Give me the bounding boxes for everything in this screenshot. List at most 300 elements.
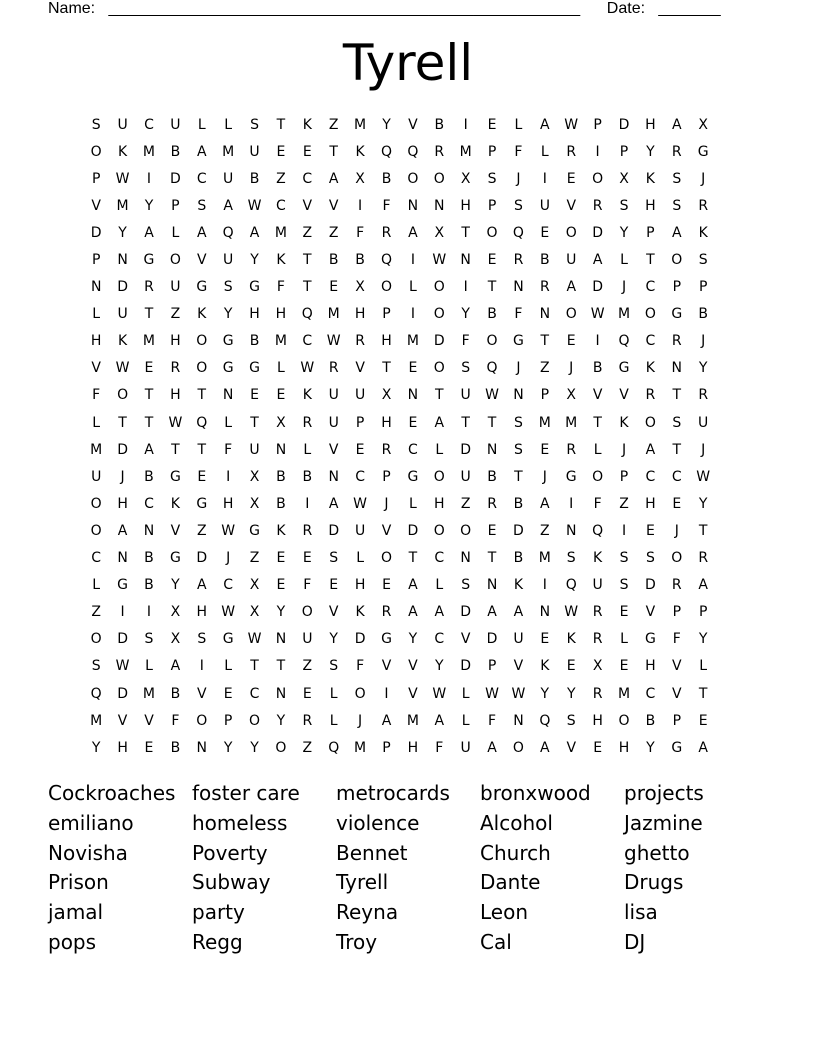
grid-letter[interactable]: O [565,306,577,323]
grid-letter[interactable]: B [540,252,550,269]
grid-letter[interactable]: R [144,279,154,296]
grid-letter[interactable]: M [90,712,103,729]
grid-letter[interactable]: F [171,712,180,729]
grid-letter[interactable]: K [117,333,128,350]
grid-letter[interactable]: U [328,414,339,431]
grid-letter[interactable]: S [619,550,629,567]
grid-letter[interactable]: L [145,658,153,675]
grid-letter[interactable]: M [90,441,103,458]
grid-letter[interactable]: I [305,495,310,512]
grid-letter[interactable]: D [513,522,524,539]
grid-letter[interactable]: E [144,360,154,377]
grid-letter[interactable]: D [460,604,472,621]
grid-letter[interactable]: R [671,333,682,350]
grid-letter[interactable]: F [276,279,285,296]
grid-letter[interactable]: T [540,333,550,350]
grid-letter[interactable]: L [224,116,233,133]
grid-letter[interactable]: O [433,170,445,187]
grid-letter[interactable]: G [249,279,260,296]
grid-letter[interactable]: S [91,658,101,675]
grid-letter[interactable]: L [303,441,312,458]
grid-letter[interactable]: T [276,116,286,133]
grid-letter[interactable]: W [115,360,130,377]
grid-letter[interactable]: I [542,577,547,594]
grid-letter[interactable]: T [487,414,497,431]
grid-letter[interactable]: N [275,631,287,648]
grid-letter[interactable]: V [355,360,365,377]
grid-letter[interactable]: H [170,387,181,404]
grid-letter[interactable]: R [381,604,392,621]
grid-letter[interactable]: V [672,658,682,675]
grid-letter[interactable]: S [461,360,471,377]
grid-letter[interactable]: L [329,685,338,702]
grid-letter[interactable]: W [485,387,499,404]
grid-letter[interactable]: I [595,143,600,160]
grid-letter[interactable]: E [619,658,629,675]
grid-letter[interactable]: S [514,414,523,431]
grid-letter[interactable]: S [223,279,233,296]
grid-letter[interactable]: H [354,577,366,594]
grid-letter[interactable]: C [302,170,313,187]
grid-letter[interactable]: E [593,739,603,756]
grid-letter[interactable]: Q [618,333,630,350]
grid-letter[interactable]: A [381,712,392,729]
grid-letter[interactable]: J [621,441,627,458]
grid-letter[interactable]: B [487,468,497,485]
grid-letter[interactable]: R [170,360,181,377]
grid-letter[interactable]: B [513,495,524,512]
grid-letter[interactable]: N [90,279,102,296]
grid-letter[interactable]: L [620,631,628,648]
grid-letter[interactable]: M [116,197,129,214]
grid-letter[interactable]: J [569,360,574,377]
grid-letter[interactable]: E [566,170,576,187]
grid-letter[interactable]: G [644,631,656,648]
grid-letter[interactable]: V [408,685,418,702]
grid-letter[interactable]: I [463,116,468,133]
grid-letter[interactable]: K [170,495,180,512]
grid-letter[interactable]: F [224,441,233,458]
grid-letter[interactable]: F [356,224,365,241]
grid-letter[interactable]: O [460,522,472,539]
grid-letter[interactable]: M [459,143,472,160]
grid-letter[interactable]: Y [698,631,708,648]
grid-letter[interactable]: W [432,685,447,702]
grid-letter[interactable]: V [566,739,577,756]
grid-letter[interactable]: T [276,658,286,675]
grid-letter[interactable]: R [381,224,392,241]
grid-letter[interactable]: P [646,224,655,241]
grid-letter[interactable]: N [222,387,234,404]
grid-letter[interactable]: U [249,441,260,458]
grid-letter[interactable]: R [487,495,497,512]
grid-letter[interactable]: C [144,116,154,133]
grid-letter[interactable]: Y [250,252,259,269]
grid-letter[interactable]: A [144,224,154,241]
grid-letter[interactable]: X [566,387,577,404]
grid-letter[interactable]: B [170,143,181,160]
grid-letter[interactable]: T [672,387,682,404]
grid-letter[interactable]: V [566,197,577,214]
grid-letter[interactable]: S [197,631,207,648]
grid-letter[interactable]: V [91,197,101,214]
grid-letter[interactable]: M [565,414,578,431]
grid-letter[interactable]: F [461,333,470,350]
grid-letter[interactable]: W [696,468,711,485]
grid-letter[interactable]: W [247,631,262,648]
grid-letter[interactable]: T [144,306,154,323]
grid-letter[interactable]: O [117,387,129,404]
grid-letter[interactable]: J [701,441,706,458]
grid-letter[interactable]: E [566,658,576,675]
grid-letter[interactable]: T [197,441,207,458]
grid-letter[interactable]: M [274,333,287,350]
grid-letter[interactable]: T [461,414,470,431]
grid-letter[interactable]: O [275,739,287,756]
grid-letter[interactable]: J [516,170,521,187]
grid-letter[interactable]: X [355,279,365,296]
grid-letter[interactable]: O [407,170,419,187]
grid-letter[interactable]: E [487,252,497,269]
grid-letter[interactable]: I [146,170,152,187]
grid-letter[interactable]: Y [408,631,418,648]
grid-letter[interactable]: W [168,414,183,431]
grid-letter[interactable]: S [329,550,339,567]
grid-letter[interactable]: Q [512,224,524,241]
grid-letter[interactable]: K [355,143,365,160]
grid-letter[interactable]: O [644,414,656,431]
grid-letter[interactable]: M [354,739,367,756]
grid-letter[interactable]: R [592,685,603,702]
grid-letter[interactable]: A [196,143,207,160]
grid-letter[interactable]: T [329,143,338,160]
grid-letter[interactable]: E [487,522,497,539]
grid-letter[interactable]: N [275,685,287,702]
grid-letter[interactable]: L [408,279,417,296]
grid-letter[interactable]: N [513,712,524,729]
grid-letter[interactable]: R [328,360,339,377]
grid-letter[interactable]: Y [698,360,708,377]
grid-letter[interactable]: L [171,224,180,241]
grid-letter[interactable]: C [645,468,656,485]
grid-letter[interactable]: B [302,468,313,485]
grid-letter[interactable]: Y [223,306,233,323]
grid-letter[interactable]: R [434,143,445,160]
grid-letter[interactable]: G [222,631,234,648]
grid-letter[interactable]: P [382,306,391,323]
grid-letter[interactable]: Q [539,712,551,729]
grid-letter[interactable]: J [120,468,125,485]
grid-letter[interactable]: N [117,252,128,269]
grid-letter[interactable]: C [144,495,154,512]
grid-letter[interactable]: H [354,306,366,323]
grid-letter[interactable]: Q [328,739,340,756]
grid-letter[interactable]: M [354,116,367,133]
grid-letter[interactable]: T [698,522,708,539]
grid-letter[interactable]: K [302,116,312,133]
grid-letter[interactable]: N [328,468,339,485]
grid-letter[interactable]: H [645,116,656,133]
grid-letter[interactable]: L [461,685,470,702]
grid-letter[interactable]: T [434,387,444,404]
grid-letter[interactable]: B [144,468,154,485]
grid-letter[interactable]: O [433,360,445,377]
grid-letter[interactable]: M [538,414,551,431]
grid-letter[interactable]: N [143,522,155,539]
grid-letter[interactable]: U [354,387,366,404]
grid-letter[interactable]: I [410,306,415,323]
grid-letter[interactable]: E [223,685,233,702]
grid-letter[interactable]: A [513,604,524,621]
grid-letter[interactable]: F [435,739,444,756]
grid-letter[interactable]: N [460,252,471,269]
grid-letter[interactable]: Y [276,604,286,621]
grid-letter[interactable]: O [196,360,208,377]
grid-letter[interactable]: O [433,306,445,323]
grid-letter[interactable]: A [672,116,682,133]
grid-letter[interactable]: D [354,631,366,648]
grid-letter[interactable]: K [698,224,708,241]
grid-letter[interactable]: J [701,170,706,187]
grid-letter[interactable]: G [513,333,524,350]
grid-letter[interactable]: M [538,550,551,567]
grid-letter[interactable]: L [92,306,101,323]
grid-letter[interactable]: Q [90,685,102,702]
grid-letter[interactable]: O [486,333,498,350]
grid-letter[interactable]: J [621,279,627,296]
grid-letter[interactable]: A [434,414,445,431]
grid-letter[interactable]: Y [382,116,391,133]
grid-letter[interactable]: B [170,685,181,702]
grid-letter[interactable]: V [196,685,207,702]
grid-letter[interactable]: N [117,550,128,567]
grid-letter[interactable]: Y [144,197,154,214]
grid-letter[interactable]: C [645,279,656,296]
grid-letter[interactable]: P [619,468,629,485]
grid-letter[interactable]: A [540,495,550,512]
grid-letter[interactable]: P [487,143,497,160]
grid-letter[interactable]: S [461,577,471,594]
grid-letter[interactable]: G [222,333,234,350]
grid-letter[interactable]: K [117,143,128,160]
grid-letter[interactable]: G [249,522,260,539]
grid-letter[interactable]: U [91,468,102,485]
grid-letter[interactable]: F [356,658,365,675]
grid-letter[interactable]: D [592,224,603,241]
grid-letter[interactable]: G [169,468,181,485]
grid-letter[interactable]: U [513,631,524,648]
grid-letter[interactable]: T [408,550,418,567]
grid-letter[interactable]: E [302,143,312,160]
grid-letter[interactable]: J [701,333,706,350]
grid-letter[interactable]: L [277,360,285,377]
grid-letter[interactable]: N [671,360,683,377]
grid-letter[interactable]: V [672,685,682,702]
grid-letter[interactable]: T [118,414,127,431]
grid-letter[interactable]: R [381,441,392,458]
grid-letter[interactable]: V [408,116,418,133]
grid-letter[interactable]: O [196,712,208,729]
grid-letter[interactable]: M [617,685,631,702]
grid-letter[interactable]: H [592,712,603,729]
grid-letter[interactable]: E [487,116,497,133]
grid-letter[interactable]: R [302,522,313,539]
grid-letter[interactable]: Q [380,143,392,160]
grid-letter[interactable]: K [540,658,550,675]
grid-letter[interactable]: T [593,414,602,431]
grid-letter[interactable]: A [328,170,339,187]
grid-letter[interactable]: T [197,387,207,404]
grid-letter[interactable]: D [328,522,340,539]
grid-letter[interactable]: O [380,550,392,567]
grid-letter[interactable]: A [698,739,708,756]
grid-letter[interactable]: E [329,279,339,296]
grid-letter[interactable]: G [196,495,208,512]
date-blank[interactable]: _______ [658,0,721,17]
grid-letter[interactable]: P [382,739,391,756]
grid-letter[interactable]: O [433,522,445,539]
grid-letter[interactable]: Z [619,495,629,512]
grid-letter[interactable]: M [142,685,156,702]
grid-letter[interactable]: A [540,739,550,756]
grid-letter[interactable]: H [618,739,630,756]
grid-letter[interactable]: O [196,333,208,350]
grid-letter[interactable]: W [221,604,236,621]
grid-letter[interactable]: S [672,197,682,214]
grid-letter[interactable]: B [513,550,524,567]
grid-letter[interactable]: Z [302,739,313,756]
grid-letter[interactable]: R [592,604,603,621]
grid-letter[interactable]: Y [171,577,180,594]
grid-letter[interactable]: O [90,522,102,539]
grid-letter[interactable]: A [144,441,154,458]
grid-letter[interactable]: M [274,224,287,241]
grid-letter[interactable]: I [542,170,547,187]
grid-letter[interactable]: Z [91,604,101,621]
grid-letter[interactable]: C [645,333,656,350]
grid-letter[interactable]: V [381,522,392,539]
grid-letter[interactable]: B [170,739,181,756]
grid-letter[interactable]: A [196,577,207,594]
grid-letter[interactable]: B [434,116,445,133]
grid-letter[interactable]: Y [646,739,655,756]
grid-letter[interactable]: I [621,522,627,539]
grid-letter[interactable]: S [91,116,101,133]
grid-letter[interactable]: P [540,387,550,404]
grid-letter[interactable]: U [170,116,181,133]
grid-letter[interactable]: X [434,224,445,241]
grid-letter[interactable]: B [487,306,497,323]
grid-letter[interactable]: M [222,143,235,160]
grid-letter[interactable]: C [223,577,234,594]
grid-letter[interactable]: W [115,658,130,675]
grid-letter[interactable]: D [486,631,498,648]
grid-letter[interactable]: P [91,252,101,269]
grid-letter[interactable]: E [540,631,550,648]
grid-letter[interactable]: R [698,550,709,567]
grid-letter[interactable]: W [485,685,499,702]
grid-letter[interactable]: L [356,550,364,567]
grid-letter[interactable]: H [117,739,128,756]
grid-letter[interactable]: F [303,577,312,594]
grid-letter[interactable]: T [487,550,497,567]
grid-letter[interactable]: B [144,550,154,567]
grid-letter[interactable]: E [302,550,312,567]
grid-letter[interactable]: X [355,170,365,187]
grid-letter[interactable]: U [249,143,260,160]
grid-letter[interactable]: O [354,685,366,702]
grid-letter[interactable]: E [566,333,576,350]
grid-letter[interactable]: S [250,116,259,133]
grid-letter[interactable]: N [434,197,445,214]
grid-letter[interactable]: P [672,712,682,729]
grid-letter[interactable]: L [699,658,708,675]
grid-letter[interactable]: V [91,360,101,377]
grid-letter[interactable]: Z [249,550,260,567]
grid-letter[interactable]: Z [170,306,181,323]
grid-letter[interactable]: E [329,577,339,594]
grid-letter[interactable]: Y [276,712,286,729]
grid-letter[interactable]: F [514,143,523,160]
grid-letter[interactable]: K [619,414,629,431]
grid-letter[interactable]: V [513,658,524,675]
grid-letter[interactable]: L [224,658,233,675]
grid-letter[interactable]: K [645,170,655,187]
grid-letter[interactable]: V [328,197,339,214]
grid-letter[interactable]: K [566,631,576,648]
grid-letter[interactable]: D [117,279,128,296]
grid-letter[interactable]: L [92,577,101,594]
grid-letter[interactable]: J [358,712,363,729]
grid-letter[interactable]: O [618,712,630,729]
grid-letter[interactable]: W [353,495,368,512]
grid-letter[interactable]: U [302,631,313,648]
grid-letter[interactable]: Y [118,224,127,241]
grid-letter[interactable]: R [355,333,365,350]
grid-letter[interactable]: V [460,631,471,648]
grid-letter[interactable]: S [645,550,655,567]
grid-letter[interactable]: J [226,550,231,567]
grid-letter[interactable]: L [435,441,444,458]
grid-letter[interactable]: K [276,522,286,539]
grid-letter[interactable]: E [250,387,259,404]
grid-letter[interactable]: N [539,604,551,621]
grid-letter[interactable]: I [146,604,152,621]
grid-letter[interactable]: J [516,360,521,377]
grid-letter[interactable]: G [381,631,392,648]
grid-letter[interactable]: X [170,604,181,621]
grid-letter[interactable]: E [619,604,629,621]
grid-letter[interactable]: V [592,387,603,404]
grid-letter[interactable]: C [434,631,445,648]
grid-letter[interactable]: R [539,279,550,296]
grid-letter[interactable]: G [222,360,234,377]
grid-letter[interactable]: V [381,658,392,675]
grid-letter[interactable]: L [461,712,470,729]
grid-letter[interactable]: M [406,712,419,729]
grid-letter[interactable]: P [355,414,365,431]
grid-letter[interactable]: H [196,604,208,621]
grid-letter[interactable]: P [593,116,602,133]
grid-letter[interactable]: B [592,360,603,377]
grid-letter[interactable]: J [384,495,389,512]
grid-letter[interactable]: A [487,604,497,621]
grid-letter[interactable]: H [117,495,128,512]
grid-letter[interactable]: Q [380,252,392,269]
grid-letter[interactable]: O [592,170,604,187]
grid-letter[interactable]: O [644,306,656,323]
grid-letter[interactable]: L [514,116,523,133]
